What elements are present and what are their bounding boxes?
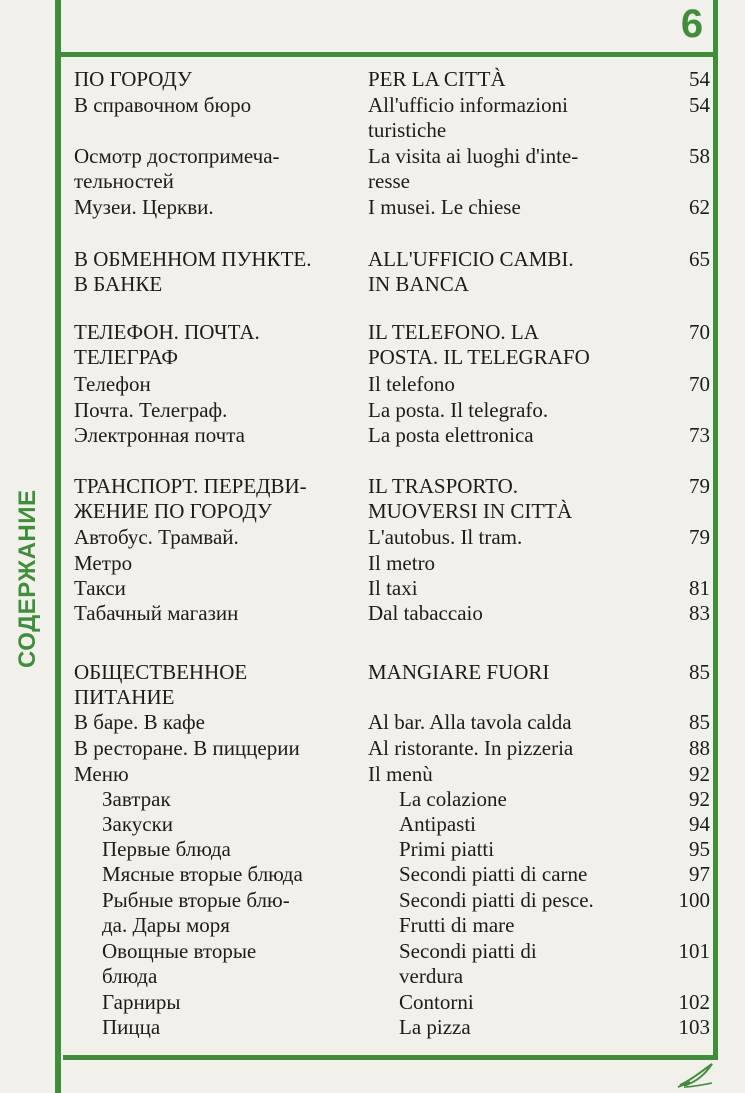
russian-title: ОБЩЕСТВЕННОЕ (74, 660, 248, 684)
russian-title: ТРАНСПОРТ. ПЕРЕДВИ- (74, 474, 307, 498)
russian-title: В баре. В кафе (74, 710, 205, 734)
russian-title-continued: да. Дары моря (102, 913, 230, 937)
russian-title: Музеи. Церкви. (74, 195, 214, 219)
russian-title: Метро (74, 551, 133, 575)
italian-title: MANGIARE FUORI (368, 660, 550, 684)
russian-title: Табачный магазин (74, 601, 239, 625)
page-ref: 92 (689, 762, 710, 786)
italian-title: All'ufficio informazioni (368, 93, 568, 117)
page-ref: 101 (678, 939, 710, 963)
russian-title: Рыбные вторые блю- (102, 888, 290, 912)
page-ref: 92 (689, 787, 710, 811)
russian-title: Телефон (74, 372, 151, 396)
russian-title: Закуски (102, 812, 174, 836)
page-ref: 100 (678, 888, 710, 912)
italian-title: IL TRASPORTO. (368, 474, 519, 498)
page-ref: 95 (689, 837, 710, 861)
page-ref: 97 (689, 862, 710, 886)
russian-title: Автобус. Трамвай. (74, 525, 239, 549)
italian-title-continued: IN BANCA (368, 272, 469, 296)
russian-title-continued: ПИТАНИЕ (74, 685, 175, 709)
russian-title-continued: тельностей (74, 169, 174, 193)
italian-title: Al bar. Alla tavola calda (368, 710, 572, 734)
italian-title: Secondi piatti di (399, 939, 537, 963)
side-title: СОДЕРЖАНИЕ (14, 489, 41, 668)
italian-title: IL TELEFONO. LA (368, 320, 539, 344)
russian-title: В ресторане. В пиццерии (74, 736, 300, 760)
italian-title: Al ristorante. In pizzeria (368, 736, 574, 760)
page-ref: 79 (689, 525, 710, 549)
italian-title-continued: turistiche (368, 118, 447, 142)
italian-title-continued: resse (368, 169, 410, 193)
feather-icon (676, 1061, 716, 1089)
russian-title-continued: ЖЕНИЕ ПО ГОРОДУ (74, 499, 272, 523)
page-ref: 54 (689, 67, 710, 91)
russian-title: ТЕЛЕФОН. ПОЧТА. (74, 320, 260, 344)
russian-title: В справочном бюро (74, 93, 252, 117)
russian-title: Почта. Телеграф. (74, 398, 228, 422)
russian-title: Такси (74, 576, 126, 600)
page-ref: 81 (689, 576, 710, 600)
russian-title: Электронная почта (74, 423, 245, 447)
italian-title: Antipasti (399, 812, 476, 836)
page-ref: 79 (689, 474, 710, 498)
italian-title: La visita ai luoghi d'inte- (368, 144, 579, 168)
russian-title: ПО ГОРОДУ (74, 67, 192, 91)
page-ref: 103 (678, 1015, 710, 1039)
italian-title: Primi piatti (399, 837, 495, 861)
page-ref: 73 (689, 423, 710, 447)
russian-title: Гарниры (102, 990, 181, 1014)
italian-title: L'autobus. Il tram. (368, 525, 523, 549)
italian-title-continued: verdura (399, 964, 464, 988)
italian-title: Il telefono (368, 372, 455, 396)
italian-title: ALL'UFFICIO CAMBI. (368, 247, 574, 271)
russian-title: Осмотр достопримеча- (74, 144, 280, 168)
russian-title: Овощные вторые (102, 939, 257, 963)
page-ref: 88 (689, 736, 710, 760)
italian-title: La colazione (399, 787, 507, 811)
russian-title-continued: ТЕЛЕГРАФ (74, 345, 179, 369)
italian-title: Dal tabaccaio (368, 601, 483, 625)
page-number: 6 (680, 2, 704, 46)
italian-title: PER LA CITTÀ (368, 67, 506, 91)
page-ref: 70 (689, 372, 710, 396)
italian-title: I musei. Le chiese (368, 195, 521, 219)
page-ref: 85 (689, 660, 710, 684)
russian-title-continued: В БАНКЕ (74, 272, 163, 296)
russian-title: Пицца (102, 1015, 161, 1039)
italian-title: Secondi piatti di pesce. (399, 888, 594, 912)
italian-title: La posta. Il telegrafo. (368, 398, 549, 422)
italian-title: La pizza (399, 1015, 471, 1039)
page-ref: 58 (689, 144, 710, 168)
russian-title: Меню (74, 762, 129, 786)
italian-title-continued: Frutti di mare (399, 913, 515, 937)
page-ref: 54 (689, 93, 710, 117)
italian-title: Il menù (368, 762, 433, 786)
russian-title: Завтрак (102, 787, 171, 811)
page-ref: 83 (689, 601, 710, 625)
page-ref: 85 (689, 710, 710, 734)
italian-title: La posta elettronica (368, 423, 534, 447)
page-ref: 65 (689, 247, 710, 271)
italian-title-continued: MUOVERSI IN CITTÀ (368, 499, 573, 523)
page-ref: 62 (689, 195, 710, 219)
russian-title-continued: блюда (102, 964, 158, 988)
russian-title: Первые блюда (102, 837, 231, 861)
italian-title: Secondi piatti di carne (399, 862, 588, 886)
russian-title: В ОБМЕННОМ ПУНКТЕ. (74, 247, 312, 271)
page-ref: 102 (678, 990, 710, 1014)
italian-title-continued: POSTA. IL TELEGRAFO (368, 345, 590, 369)
italian-title: Contorni (399, 990, 474, 1014)
italian-title: Il taxi (368, 576, 418, 600)
page-ref: 70 (689, 320, 710, 344)
russian-title: Мясные вторые блюда (102, 862, 303, 886)
page-ref: 94 (689, 812, 710, 836)
italian-title: Il metro (368, 551, 436, 575)
